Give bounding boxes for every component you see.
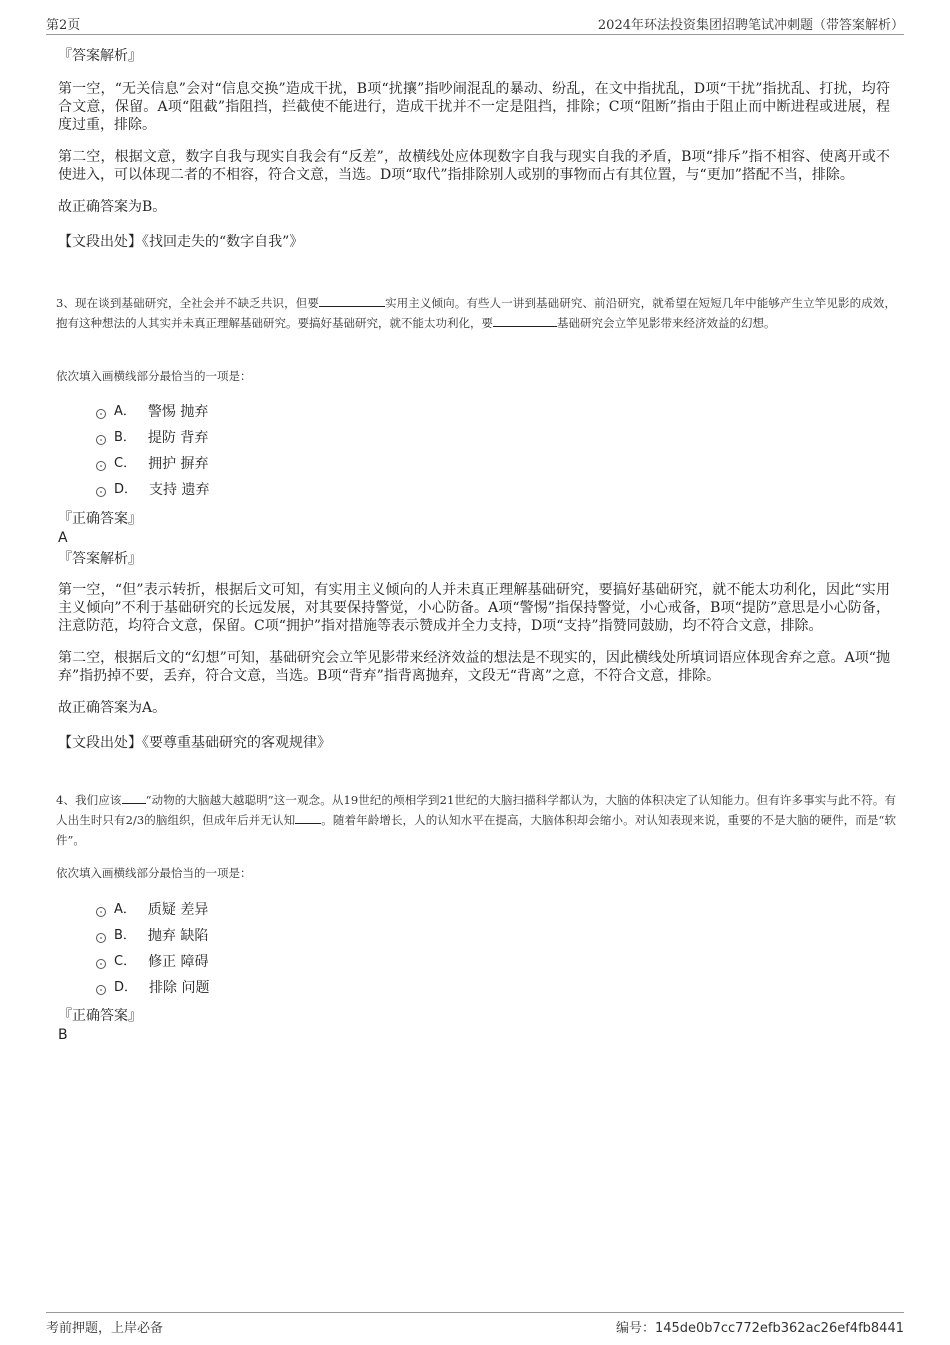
question-3-text: 3、现在谈到基础研究，全社会并不缺乏共识，但要 实用主义倾向。有些人一讲到基础研究、前沿研究，就希望在短短几年中能够产生立竿见影的成效，抱有这种想法的人其实并未真正理解基础研究。要搞好基础研究，就不能太功利化，要 基础研究会立竿见影带来经济效益的幻想。 (56, 296, 896, 330)
option-b[interactable]: B． 提防 背弃 (96, 425, 209, 451)
page-header (46, 12, 904, 35)
correct-answer: A (58, 530, 68, 546)
q2-analysis-section (58, 46, 890, 252)
radio-icon[interactable] (96, 409, 106, 419)
radio-icon[interactable] (96, 907, 106, 917)
document-title: 2024年环法投资集团招聘笔试冲刺题（带答案解析） (597, 18, 904, 33)
option-b[interactable]: B． 抛弃 缺陷 (96, 923, 209, 949)
fill-blank (295, 811, 321, 824)
analysis-paragraph: 第二空，根据文意，数字自我与现实自我会有“反差”，故横线处应体现数字自我与现实自我的矛盾，B项“排斥”指不相容、使离开或不使进入，可以体现二者的不相容，符合文意，当选。D项“取代”指排除别人或别的事物而占有其位置，与“更加”搭配不当，排除。 (58, 149, 890, 183)
option-d[interactable]: D． 排除 问题 (96, 975, 209, 1001)
option-a[interactable]: A． 警惕 抛弃 (96, 399, 209, 425)
fill-blank (319, 294, 385, 307)
radio-icon[interactable] (96, 985, 106, 995)
conclusion: 故正确答案为B。 (58, 199, 167, 215)
analysis-paragraph: 第二空，根据后文的“幻想”可知，基础研究会立竿见影带来经济效益的想法是不现实的，因此横线处所填词语应体现舍弃之意。A项“抛弃”指扔掉不要，丢弃，符合文意，当选。B项“背弃”指背离抛弃，文段无“背离”之意，不符合文意，排除。 (58, 650, 890, 684)
radio-icon[interactable] (96, 461, 106, 471)
radio-icon[interactable] (96, 487, 106, 497)
fill-blank (493, 314, 557, 327)
correct-answer: B (58, 1027, 68, 1043)
q4-answer-section (58, 1006, 890, 1044)
option-c[interactable]: C． 拥护 摒弃 (96, 451, 209, 477)
source-citation: 【文段出处】《要尊重基础研究的客观规律》 (58, 735, 331, 751)
radio-icon[interactable] (96, 435, 106, 445)
option-a[interactable]: A． 质疑 差异 (96, 897, 209, 923)
page-footer (46, 1312, 904, 1337)
question-instruction: 依次填入画横线部分最恰当的一项是： (56, 866, 252, 880)
footer-slogan: 考前押题，上岸必备 (46, 1321, 164, 1336)
analysis-label: 『答案解析』 (58, 551, 142, 567)
radio-icon[interactable] (96, 933, 106, 943)
analysis-label: 『答案解析』 (58, 48, 142, 64)
question-4-options (96, 897, 209, 1001)
q3-answer-section (58, 509, 890, 753)
analysis-paragraph: 第一空，“但”表示转折，根据后文可知，有实用主义倾向的人并未真正理解基础研究，要搞好基础研究，就不能太功利化，因此“实用主义倾向”不利于基础研究的长远发展，对其要保持警觉，小心防备。A项“警惕”指保持警觉，小心戒备，B项“提防”意思是小心防备，注意防范，均符合文意，保留。C项“拥护”指对措施等表示赞成并全力支持，D项“支持”指赞同鼓励，均不符合文意，排除。 (58, 582, 890, 634)
question-4-text: 4、我们应该 “动物的大脑越大越聪明”这一观念。从19世纪的颅相学到21世纪的大脑扫描科学都认为，大脑的体积决定了认知能力。但有许多事实与此不符。有人出生时只有2/3的脑组织，但成年后并无认知 。随着年龄增长，人的认知水平在提高，大脑体积却会缩小。对认知表现来说，重要的不是大脑的硬件，而是“软件”。 (56, 793, 896, 847)
question-instruction: 依次填入画横线部分最恰当的一项是： (56, 369, 252, 383)
option-d[interactable]: D． 支持 遗弃 (96, 477, 209, 503)
correct-answer-label: 『正确答案』 (58, 511, 142, 527)
document-code: 编号：145de0b7cc772efb362ac26ef4fb8441 (615, 1321, 904, 1336)
correct-answer-label: 『正确答案』 (58, 1008, 142, 1024)
option-c[interactable]: C． 修正 障碍 (96, 949, 209, 975)
analysis-paragraph: 第一空，“无关信息”会对“信息交换”造成干扰，B项“扰攘”指吵闹混乱的暴动、纷乱，在文中指扰乱，D项“干扰”指扰乱、打扰，均符合文意，保留。A项“阻截”指阻挡，拦截使不能进行，造成干扰并不一定是阻挡，排除；C项“阻断”指由于阻止而中断进程或进展，程度过重，排除。 (58, 81, 890, 133)
fill-blank (122, 791, 146, 804)
source-citation: 【文段出处】《找回走失的“数字自我”》 (58, 234, 304, 250)
radio-icon[interactable] (96, 959, 106, 969)
page-number: 第2页 (46, 18, 81, 33)
conclusion: 故正确答案为A。 (58, 700, 167, 716)
question-3-options (96, 399, 209, 503)
